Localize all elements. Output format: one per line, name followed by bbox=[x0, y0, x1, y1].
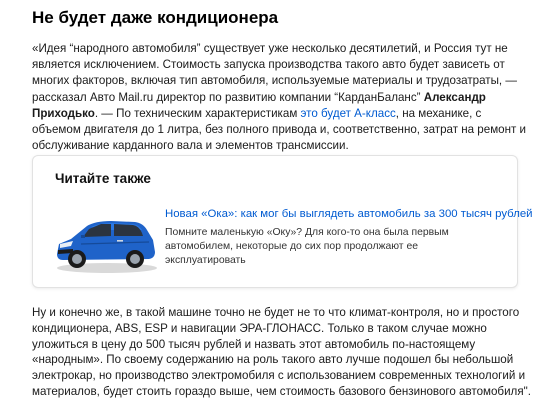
read-also-description: Помните маленькую «Оку»? Для кого-то она была первым автомобилем, некоторые до сих пор продолжают ее эксплуатировать bbox=[165, 227, 449, 266]
paragraph-text: «Идея “народного автомобиля” существует уже несколько десятилетий, и Россия тут не является исключением. Стоимость запуска производства такого авто будет зависеть от многих факторов, включая тип автомобиля, используемые материалы и трудозатраты, — рассказал Авто Mail.ru директор по развитию компании “КарданБаланс” bbox=[32, 42, 517, 104]
read-also-link[interactable]: Новая «Ока»: как мог бы выглядеть автомобиль за 300 тысяч рублей bbox=[165, 208, 533, 220]
read-also-card bbox=[32, 155, 533, 288]
a-class-link[interactable]: это будет А-класс bbox=[300, 106, 396, 120]
blue-hatchback-car-icon[interactable] bbox=[51, 206, 161, 276]
paragraph-text: . — По техническим характеристикам bbox=[94, 106, 301, 120]
article-paragraph-1 bbox=[32, 41, 532, 154]
article-paragraph-2: Ну и конечно же, в такой машине точно не будет не то что климат-контроля, но и простого кондиционера, ABS, ESP и навигации ЭРА-ГЛОНАСС. Только в таком случае можно уложиться в цену до 500 тысяч рублей и назвать этот автомобиль по-настоящему «народным». По своему содержанию на роль такого авто лучше подошел бы небольшой электрокар, но производство электромобиля с использованием современных технологий и материалов, будет стоить гораздо выше, чем стоимость базового бензинового автомобиля". bbox=[32, 306, 531, 398]
read-also-heading: Читайте также bbox=[55, 171, 151, 186]
paragraph-text: , на механике, с объемом двигателя до 1 литра, без полного привода и, соответственно, затрат на ремонт и обслуживание карданного вала и элементов трансмиссии. bbox=[32, 106, 527, 153]
person-name: Александр Приходько bbox=[32, 90, 486, 120]
section-heading: Не будет даже кондиционера bbox=[32, 8, 279, 27]
